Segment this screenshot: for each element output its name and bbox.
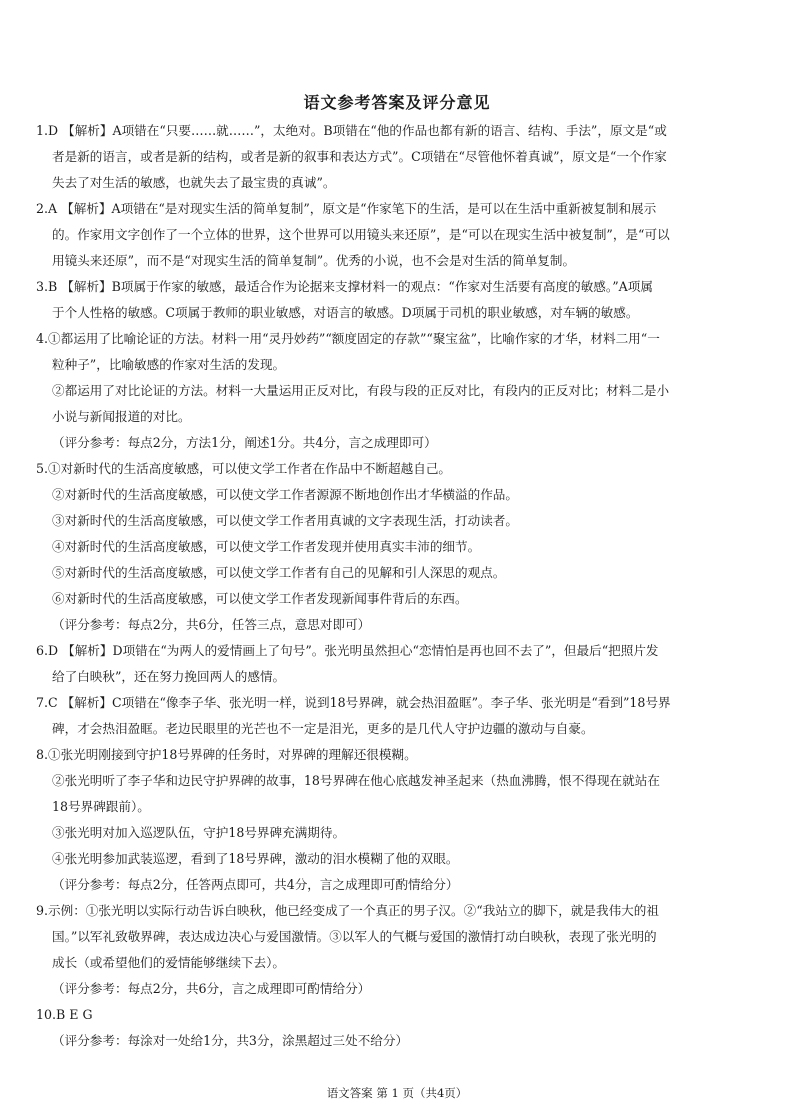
answer-item-a1 <box>36 118 764 196</box>
answer-subline: ⑤对新时代的生活高度敏感，可以使文学工作者有自己的见解和引人深思的观点。 <box>52 565 506 580</box>
answer-line: 8.①张光明刚接到守护18号界碑的任务时，对界碑的理解还很模糊。 <box>36 747 417 762</box>
answer-item-a2 <box>36 196 764 274</box>
answer-item-a7 <box>36 690 764 742</box>
answer-subline: 18号界碑跟前）。 <box>52 799 150 814</box>
answer-subline: ③对新时代的生活高度敏感，可以使文学工作者用真诚的文字表现生活，打动读者。 <box>52 513 518 528</box>
answer-line: 9.示例：①张光明以实际行动告诉白映秋，他已经变成了一个真正的男子汉。②“我站立的脚下，就是我伟大的祖 <box>36 903 659 918</box>
answer-line: 的。作家用文字创作了一个立体的世界，这个世界可以用镜头来还原”，是“可以在现实生活中被复制”，是“可以 <box>52 227 670 242</box>
answer-subline: （评分参考：每点2分，共6分，任答三点，意思对即可） <box>52 617 371 632</box>
answer-line: 6.D 【解析】D项错在“为两人的爱情画上了句号”。张光明虽然担心“恋情怕是再也回不去了”，但最后“把照片发 <box>36 643 659 658</box>
answer-line: 2.A 【解析】A项错在“是对现实生活的简单复制”，原文是“作家笔下的生活，是可以在生活中重新被复制和展示 <box>36 201 657 216</box>
answer-item-a6 <box>36 638 764 690</box>
answer-item-a10 <box>36 1002 764 1054</box>
answer-subline: ⑥对新时代的生活高度敏感，可以使文学工作者发现新闻事件背后的东西。 <box>52 591 468 606</box>
answer-item-a9 <box>36 898 764 1002</box>
answer-line: 粒种子”，比喻敏感的作家对生活的发现。 <box>52 357 286 372</box>
answer-subline: ④对新时代的生活高度敏感，可以使文学工作者发现并使用真实丰沛的细节。 <box>52 539 481 554</box>
answer-item-a5 <box>36 456 764 638</box>
answer-line: 成长（或希望他们的爱情能够继续下去）。 <box>52 955 285 970</box>
answer-subline: （评分参考：每点2分，任答两点即可，共4分，言之成理即可酌情给分） <box>52 877 459 892</box>
answer-item-a8 <box>36 742 764 898</box>
answer-line: 者是新的语言，或者是新的结构，或者是新的叙事和表达方式”。C项错在“尽管他怀着真诚”，原文是“一个作家 <box>52 149 667 164</box>
answer-list <box>36 118 764 1054</box>
answer-subline: （评分参考：每涂对一处给1分，共3分，涂黑超过三处不给分） <box>52 1033 409 1048</box>
answer-subline: ②张光明听了李子华和边民守护界碑的故事，18号界碑在他心底越发神圣起来（热血沸腾，恨不得现在就站在 <box>52 773 660 788</box>
answer-line: 5.①对新时代的生活高度敏感，可以使文学工作者在作品中不断超越自己。 <box>36 461 452 476</box>
answer-line: 1.D 【解析】A项错在“只要……就……”，太绝对。B项错在“他的作品也都有新的语言、结构、手法”，原文是“或 <box>36 123 667 138</box>
answer-subline: ②对新时代的生活高度敏感，可以使文学工作者源源不断地创作出才华横溢的作品。 <box>52 487 518 502</box>
answer-item-a4 <box>36 326 764 456</box>
answer-subline: ③张光明对加入巡逻队伍，守护18号界碑充满期待。 <box>52 825 346 840</box>
answer-line: 7.C 【解析】C项错在“像李子华、张光明一样，说到18号界碑，就会热泪盈眶”。李子华、张光明是“看到”18号界 <box>36 695 671 710</box>
answer-item-a3 <box>36 274 764 326</box>
answer-line: 4.①都运用了比喻论证的方法。材料一用“灵丹妙药”“额度固定的存款”“聚宝盆”，比喻作家的才华，材料二用“一 <box>36 331 660 346</box>
answer-subline: ④张光明参加武装巡逻，看到了18号界碑，激动的泪水模糊了他的双眼。 <box>52 851 459 866</box>
answer-line: 国。”以军礼致敬界碑，表达成边决心与爱国激情。③以军人的气概与爱国的激情打动白映秋，表现了张光明的 <box>52 929 657 944</box>
answer-line: 给了白映秋”，还在努力挽回两人的感情。 <box>52 669 286 684</box>
page-title: 语文参考答案及评分意见 <box>303 93 491 112</box>
answer-line: 于个人性格的敏感。C项属于教师的职业敏感，对语言的敏感。D项属于司机的职业敏感，对车辆的敏感。 <box>52 305 639 320</box>
answer-subline: （评分参考：每点2分，方法1分，阐述1分。共4分，言之成理即可） <box>52 435 437 450</box>
answer-line: 碑，才会热泪盈眶。老边民眼里的光芒也不一定是泪光，更多的是几代人守护边疆的激动与自豪。 <box>52 721 594 736</box>
answer-line: 10.B E G <box>36 1007 93 1022</box>
answer-line: 用镜头来还原”，而不是“对现实生活的简单复制”。优秀的小说，也不会是对生活的简单复制。 <box>52 253 576 268</box>
answer-line: 3.B 【解析】B项属于作家的敏感，最适合作为论据来支撑材料一的观点：“作家对生活要有高度的敏感。”A项属 <box>36 279 653 294</box>
answer-subline: ②都运用了对比论证的方法。材料一大量运用正反对比，有段与段的正反对比，有段内的正反对比；材料二是小 <box>52 383 670 398</box>
answer-line: 失去了对生活的敏感，也就失去了最宝贵的真诚”。 <box>52 175 336 190</box>
answer-subline: （评分参考：每点2分，共6分，言之成理即可酌情给分） <box>52 981 371 996</box>
answer-subline: 小说与新闻报道的对比。 <box>52 409 191 424</box>
page-footer: 语文答案 第 1 页（共4页） <box>326 1086 468 1100</box>
